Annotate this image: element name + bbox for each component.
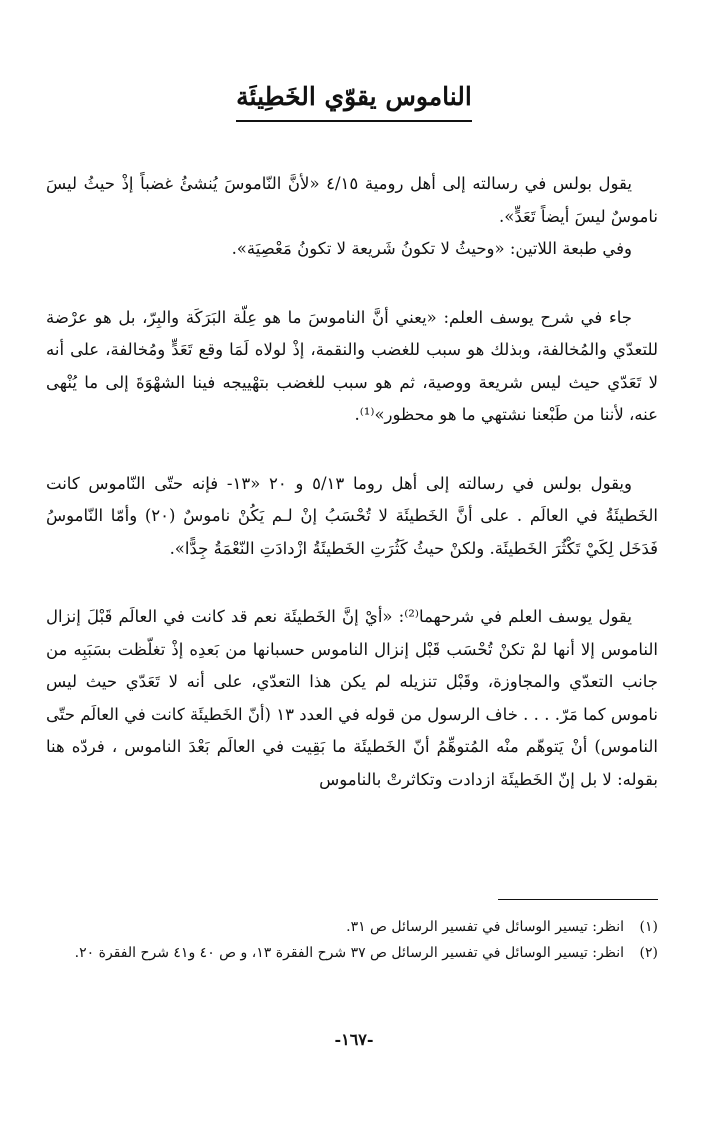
footnote-1 bbox=[46, 914, 658, 940]
footnote-text: انظر: تيسير الوسائل في تفسير الرسائل ص ٣١. bbox=[346, 919, 624, 935]
paragraph-2: وفي طبعة اللاتين: «وحيثُ لا تكونُ شَريعة لا تكونُ مَعْصِيَة». bbox=[231, 239, 632, 258]
paragraph-4: ويقول بولس في رسالته إلى أهل روما ٥/١٣ و ٢٠ «١٣- فإنه حتّى النّاموس كانت الخَطيئَةُ في العالَم . على أنَّ الخَطيئَة لا تُحْسَبُ إنْ لـم يَكُنْ ناموسٌ (٢٠) وأمّا النّاموسُ فَدَخَل لِكَيْ تَكْثُرَ الخَطيئَة. ولكنْ حيثُ كَثُرَتِ الخَطيئَةُ ازْدادَتِ النّعْمَةُ جِدًّا». bbox=[46, 473, 658, 558]
paragraph-1: يقول بولس في رسالته إلى أهل رومية ٤/١٥ «لأنَّ النّاموسَ يُنشئُ غضباً إذْ حيثُ ليسَ ناموسٌ ليسَ أيضاً تَعَدٍّ». bbox=[46, 174, 658, 226]
footnote-text: انظر: تيسير الوسائل في تفسير الرسائل ص ٣٧ شرح الفقرة ١٣، و ص ٤٠ و٤١ شرح الفقرة ٢٠. bbox=[74, 945, 624, 961]
page-number: -١٦٧- bbox=[334, 1030, 374, 1049]
paragraph-3: جاء في شرح يوسف العلم: «يعني أنَّ الناموسَ ما هو عِلّة البَرَكَة والبِرّ، بل هو عرْضة للتعدّي والمُخالفة، وبذلك هو سبب للغضب والنقمة، إذْ لولاه لَمَا وقع تَعَدٍّ ومُخالفة، على أنه لا تَعَدّي حيث ليس شريعة ووصية، ثم هو سبب للغضب بتهْييجه فينا الشهْوَةَ إلى ما يُنْهى عنه، لأننا من طَبْعنا نشتهي ما هو محظور»⁽¹⁾. bbox=[46, 307, 658, 424]
footnote-number: (١) bbox=[639, 919, 658, 935]
footnote-divider bbox=[498, 899, 658, 900]
title-container bbox=[0, 80, 708, 122]
page-title: الناموس يقوّي الخَطِيئَة bbox=[236, 80, 472, 122]
footnote-2 bbox=[46, 940, 658, 966]
footnotes bbox=[46, 914, 658, 966]
body-text bbox=[46, 168, 658, 832]
footnote-number: (٢) bbox=[639, 945, 658, 961]
paragraph-5: يقول يوسف العلم في شرحهما⁽²⁾: «أيْ إنَّ الخَطيئَة نعم قد كانت في العالَم قَبْلَ إنزال الناموس إلا أنها لمْ تكنْ تُحْسَب قَبْل إنزال الناموس حسبانها من بَعدِه إذْ تغلّظت بسَبَبِه من جانب التعدّي والمجاوزة، وقَبْل تنزيله لم يكن هذا التعدّي، على أنه لا تَعَدّي حيث ليس ناموس كما مَرّ. . . . خاف الرسول من قوله في العدد ١٣ (أنّ الخَطيئَة كانت في العالَم حتّى الناموس) أنْ يَتوهّم منْه المُتوهِّمُ أنّ الخَطيئَة ما بَقِيت في العالَم بَعْدَ الناموس ، فردّه هنا بقوله: لا بل إنّ الخَطيئَة ازدادت وتكاثرتْ بالناموس bbox=[46, 607, 658, 789]
